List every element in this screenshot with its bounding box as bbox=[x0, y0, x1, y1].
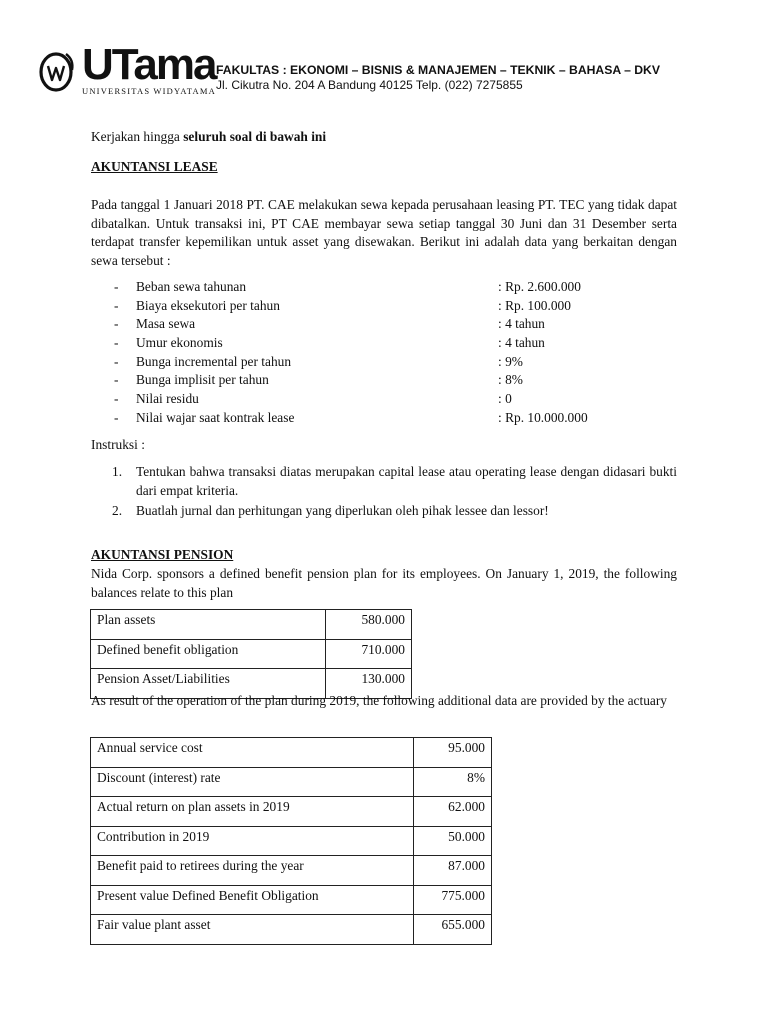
pension-paragraph-1: Nida Corp. sponsors a defined benefit pension plan for its employees. On January 1, 2019, the following balances relate to this plan bbox=[91, 566, 677, 600]
list-item: - Masa sewa : 4 tahun bbox=[114, 316, 545, 332]
intro-line: Kerjakan hingga seluruh soal di bawah ini bbox=[91, 129, 327, 144]
university-emblem-icon bbox=[36, 46, 78, 96]
table-row: Contribution in 2019 50.000 bbox=[91, 826, 492, 856]
pension-heading: AKUNTANSI PENSION bbox=[91, 547, 234, 562]
lease-paragraph: Pada tanggal 1 Januari 2018 PT. CAE melakukan sewa kepada perusahaan leasing PT. TEC yang tidak dapat dibatalkan. Untuk transaksi ini, PT CAE membayar sewa setiap tanggal 30 Juni dan 31 Desember serta terdapat transfer kepemilikan untuk asset yang disewakan. Berikut ini adalah data yang berkaitan dengan sewa tersebut : bbox=[91, 197, 677, 268]
table-row: Actual return on plan assets in 2019 62.000 bbox=[91, 797, 492, 827]
opening-balances-table bbox=[90, 609, 412, 699]
list-item: - Nilai wajar saat kontrak lease : Rp. 10.000.000 bbox=[114, 409, 588, 425]
list-item: - Beban sewa tahunan : Rp. 2.600.000 bbox=[114, 279, 581, 294]
letterhead bbox=[36, 40, 736, 102]
brand-logo-text: UTama bbox=[82, 40, 216, 89]
brand-subtitle: UNIVERSITAS WIDYATAMA bbox=[82, 86, 216, 96]
list-item: - Umur ekonomis : 4 tahun bbox=[114, 335, 545, 351]
intro-emphasis: seluruh soal di bawah ini bbox=[183, 129, 327, 144]
table-row: Discount (interest) rate 8% bbox=[91, 767, 492, 797]
lease-heading: AKUNTANSI LEASE bbox=[91, 159, 218, 174]
pension-paragraph-2: As result of the operation of the plan during 2019, the following additional data are provided by the actuary bbox=[91, 693, 668, 708]
table-row: Fair value plant asset 655.000 bbox=[91, 915, 492, 945]
table-row: Annual service cost 95.000 bbox=[91, 738, 492, 768]
list-item: - Nilai residu : 0 bbox=[114, 391, 512, 407]
actuary-data-table bbox=[90, 737, 492, 945]
instruction-list bbox=[112, 463, 677, 521]
faculty-line: FAKULTAS : EKONOMI – BISNIS & MANAJEMEN – TEKNIK – BAHASA – DKV bbox=[216, 63, 660, 77]
list-item: 1. Tentukan bahwa transaksi diatas merupakan capital lease atau operating lease dengan didasari bukti dari empat kriteria. bbox=[112, 464, 677, 498]
table-row: Plan assets 580.000 bbox=[91, 610, 412, 640]
table-row: Benefit paid to retirees during the year 87.000 bbox=[91, 856, 492, 886]
list-item: 2. Buatlah jurnal dan perhitungan yang diperlukan oleh pihak lessee dan lessor! bbox=[112, 503, 549, 519]
list-item: - Bunga implisit per tahun : 8% bbox=[114, 372, 523, 388]
table-row: Defined benefit obligation 710.000 bbox=[91, 639, 412, 669]
table-row: Present value Defined Benefit Obligation 775.000 bbox=[91, 885, 492, 915]
list-item: - Biaya eksekutori per tahun : Rp. 100.000 bbox=[114, 297, 571, 313]
list-item: - Bunga incremental per tahun : 9% bbox=[114, 353, 523, 369]
table-row: Pension Asset/Liabilities 130.000 bbox=[91, 669, 412, 699]
instruction-label: Instruksi : bbox=[91, 437, 145, 452]
lease-data-list bbox=[114, 278, 634, 428]
address-line: Jl. Cikutra No. 204 A Bandung 40125 Telp. (022) 7275855 bbox=[216, 78, 523, 92]
